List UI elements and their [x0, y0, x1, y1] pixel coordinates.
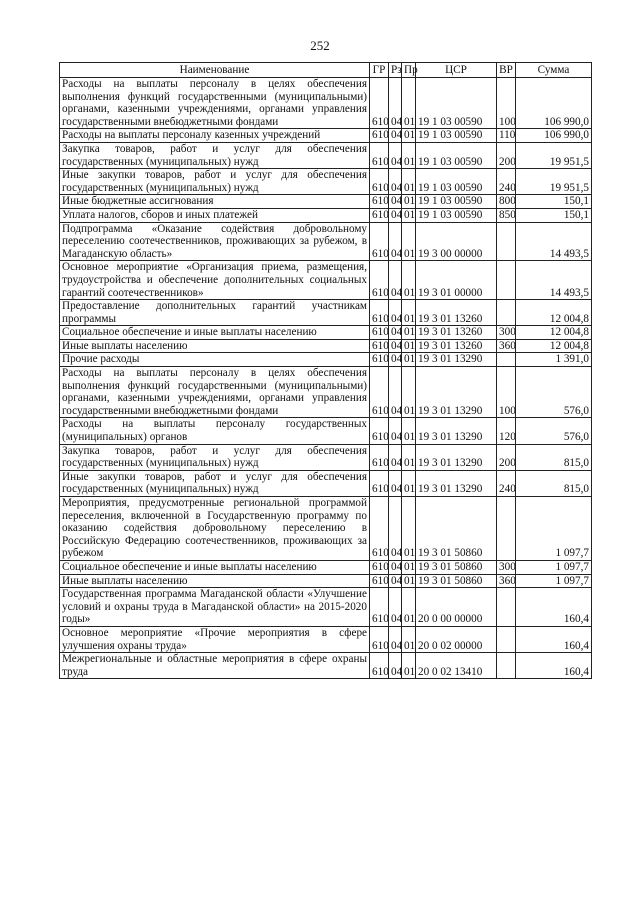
cell-csr: 20 0 02 13410 [416, 653, 497, 679]
cell-rz: 04 [389, 626, 402, 652]
table-row [60, 560, 592, 574]
cell-rz: 04 [389, 129, 402, 143]
cell-name: Мероприятия, предусмотренные региональной программой переселения, включенной в Государственную программу по оказанию содействия добровольному переселению в Российскую Федерацию соотечественников, проживающих за рубежом [60, 497, 370, 561]
cell-sum: 150,1 [516, 195, 592, 209]
cell-csr: 19 3 01 13260 [416, 300, 497, 326]
cell-gr: 610 [370, 300, 389, 326]
cell-pr: 01 [402, 142, 416, 168]
cell-csr: 19 3 01 13260 [416, 339, 497, 353]
header-csr: ЦСР [416, 63, 497, 78]
cell-sum: 1 097,7 [516, 497, 592, 561]
cell-name: Закупка товаров, работ и услуг для обеспечения государственных (муниципальных) нужд [60, 142, 370, 168]
cell-gr: 610 [370, 588, 389, 627]
cell-name: Уплата налогов, сборов и иных платежей [60, 208, 370, 222]
table-row [60, 653, 592, 679]
cell-vr: 200 [497, 142, 516, 168]
cell-pr: 01 [402, 195, 416, 209]
cell-pr: 01 [402, 367, 416, 418]
cell-sum: 14 493,5 [516, 261, 592, 300]
cell-name: Иные бюджетные ассигнования [60, 195, 370, 209]
cell-csr: 19 1 03 00590 [416, 195, 497, 209]
cell-sum: 19 951,5 [516, 142, 592, 168]
table-row [60, 626, 592, 652]
cell-vr: 360 [497, 339, 516, 353]
cell-pr: 01 [402, 222, 416, 261]
cell-name: Основное мероприятие «Организация приема, размещения, трудоустройства и обеспечение дополнительных социальных гарантий соотечественников» [60, 261, 370, 300]
cell-pr: 01 [402, 626, 416, 652]
cell-pr: 01 [402, 574, 416, 588]
cell-gr: 610 [370, 497, 389, 561]
cell-sum: 1 391,0 [516, 353, 592, 367]
cell-rz: 04 [389, 367, 402, 418]
cell-rz: 04 [389, 339, 402, 353]
cell-gr: 610 [370, 195, 389, 209]
cell-name: Закупка товаров, работ и услуг для обеспечения государственных (муниципальных) нужд [60, 444, 370, 470]
table-row [60, 169, 592, 195]
cell-gr: 610 [370, 470, 389, 496]
table-row [60, 470, 592, 496]
cell-name: Межрегиональные и областные мероприятия в сфере охраны труда [60, 653, 370, 679]
cell-sum: 106 990,0 [516, 129, 592, 143]
cell-name: Прочие расходы [60, 353, 370, 367]
budget-table [59, 62, 592, 679]
cell-sum: 12 004,8 [516, 339, 592, 353]
cell-csr: 19 3 01 13290 [416, 418, 497, 444]
cell-pr: 01 [402, 339, 416, 353]
cell-gr: 610 [370, 169, 389, 195]
cell-sum: 150,1 [516, 208, 592, 222]
cell-pr: 01 [402, 169, 416, 195]
cell-vr [497, 261, 516, 300]
cell-rz: 04 [389, 142, 402, 168]
cell-gr: 610 [370, 418, 389, 444]
cell-pr: 01 [402, 470, 416, 496]
cell-rz: 04 [389, 326, 402, 340]
cell-vr: 360 [497, 574, 516, 588]
cell-name: Социальное обеспечение и иные выплаты населению [60, 560, 370, 574]
cell-name: Расходы на выплаты персоналу казенных учреждений [60, 129, 370, 143]
header-gr: ГР [370, 63, 389, 78]
cell-gr: 610 [370, 142, 389, 168]
cell-csr: 19 1 03 00590 [416, 129, 497, 143]
header-sum: Сумма [516, 63, 592, 78]
cell-vr: 110 [497, 129, 516, 143]
cell-rz: 04 [389, 653, 402, 679]
cell-rz: 04 [389, 208, 402, 222]
table-row [60, 195, 592, 209]
table-row [60, 129, 592, 143]
cell-pr: 01 [402, 129, 416, 143]
cell-gr: 610 [370, 208, 389, 222]
cell-name: Подпрограмма «Оказание содействия добровольному переселению соотечественников, проживающих за рубежом, в Магаданскую область» [60, 222, 370, 261]
cell-sum: 14 493,5 [516, 222, 592, 261]
cell-sum: 19 951,5 [516, 169, 592, 195]
cell-csr: 19 1 03 00590 [416, 78, 497, 129]
cell-csr: 19 3 01 50860 [416, 574, 497, 588]
cell-csr: 19 1 03 00590 [416, 169, 497, 195]
cell-name: Иные выплаты населению [60, 339, 370, 353]
table-row [60, 222, 592, 261]
cell-gr: 610 [370, 367, 389, 418]
cell-pr: 01 [402, 261, 416, 300]
cell-rz: 04 [389, 195, 402, 209]
cell-csr: 20 0 02 00000 [416, 626, 497, 652]
cell-vr [497, 353, 516, 367]
cell-csr: 19 3 01 00000 [416, 261, 497, 300]
cell-csr: 19 3 01 13290 [416, 470, 497, 496]
cell-rz: 04 [389, 418, 402, 444]
cell-sum: 815,0 [516, 444, 592, 470]
table-row [60, 326, 592, 340]
cell-name: Иные закупки товаров, работ и услуг для обеспечения государственных (муниципальных) нужд [60, 470, 370, 496]
table-row [60, 497, 592, 561]
cell-vr: 800 [497, 195, 516, 209]
header-rz: Рз [389, 63, 402, 78]
table-row [60, 339, 592, 353]
cell-vr [497, 300, 516, 326]
cell-rz: 04 [389, 470, 402, 496]
cell-pr: 01 [402, 326, 416, 340]
table-row [60, 78, 592, 129]
page-number: 252 [310, 38, 330, 53]
cell-vr: 850 [497, 208, 516, 222]
cell-rz: 04 [389, 497, 402, 561]
cell-vr: 240 [497, 470, 516, 496]
cell-name: Расходы на выплаты персоналу в целях обеспечения выполнения функций государственными (муниципальными) органами, казенными учреждениями, органами управления государственными внебюджетными фондами [60, 367, 370, 418]
cell-vr [497, 222, 516, 261]
cell-name: Социальное обеспечение и иные выплаты населению [60, 326, 370, 340]
table-row [60, 261, 592, 300]
table-row [60, 367, 592, 418]
table-row [60, 418, 592, 444]
cell-gr: 610 [370, 326, 389, 340]
cell-rz: 04 [389, 222, 402, 261]
cell-pr: 01 [402, 588, 416, 627]
cell-vr [497, 653, 516, 679]
cell-vr [497, 497, 516, 561]
cell-rz: 04 [389, 588, 402, 627]
cell-name: Иные выплаты населению [60, 574, 370, 588]
table-row [60, 353, 592, 367]
cell-name: Государственная программа Магаданской области «Улучшение условий и охраны труда в Магаданской области» на 2015-2020 годы» [60, 588, 370, 627]
cell-pr: 01 [402, 418, 416, 444]
cell-vr [497, 588, 516, 627]
cell-sum: 160,4 [516, 653, 592, 679]
cell-csr: 19 3 01 13290 [416, 367, 497, 418]
cell-rz: 04 [389, 444, 402, 470]
cell-sum: 12 004,8 [516, 300, 592, 326]
cell-vr [497, 626, 516, 652]
cell-vr: 300 [497, 326, 516, 340]
cell-name: Иные закупки товаров, работ и услуг для обеспечения государственных (муниципальных) нужд [60, 169, 370, 195]
cell-vr: 120 [497, 418, 516, 444]
header-vr: ВР [497, 63, 516, 78]
cell-csr: 19 3 01 13260 [416, 326, 497, 340]
cell-gr: 610 [370, 129, 389, 143]
table-row [60, 444, 592, 470]
cell-rz: 04 [389, 78, 402, 129]
cell-csr: 19 3 01 13290 [416, 444, 497, 470]
table-row [60, 300, 592, 326]
table-row [60, 574, 592, 588]
cell-gr: 610 [370, 222, 389, 261]
cell-csr: 19 3 01 50860 [416, 560, 497, 574]
cell-sum: 1 097,7 [516, 574, 592, 588]
cell-gr: 610 [370, 353, 389, 367]
cell-rz: 04 [389, 353, 402, 367]
cell-rz: 04 [389, 300, 402, 326]
cell-vr: 240 [497, 169, 516, 195]
cell-gr: 610 [370, 261, 389, 300]
cell-vr: 200 [497, 444, 516, 470]
cell-pr: 01 [402, 208, 416, 222]
cell-vr: 100 [497, 78, 516, 129]
cell-rz: 04 [389, 574, 402, 588]
cell-name: Предоставление дополнительных гарантий участникам программы [60, 300, 370, 326]
table-body [60, 78, 592, 679]
cell-vr: 100 [497, 367, 516, 418]
cell-vr: 300 [497, 560, 516, 574]
header-name: Наименование [60, 63, 370, 78]
cell-name: Основное мероприятие «Прочие мероприятия в сфере улучшения охраны труда» [60, 626, 370, 652]
cell-gr: 610 [370, 444, 389, 470]
cell-csr: 19 3 00 00000 [416, 222, 497, 261]
cell-pr: 01 [402, 353, 416, 367]
cell-rz: 04 [389, 560, 402, 574]
cell-sum: 12 004,8 [516, 326, 592, 340]
cell-pr: 01 [402, 300, 416, 326]
cell-gr: 610 [370, 574, 389, 588]
cell-rz: 04 [389, 261, 402, 300]
table-row [60, 208, 592, 222]
cell-sum: 576,0 [516, 418, 592, 444]
table-row [60, 142, 592, 168]
cell-name: Расходы на выплаты персоналу в целях обеспечения выполнения функций государственными (муниципальными) органами, казенными учреждениями, органами управления государственными внебюджетными фондами [60, 78, 370, 129]
cell-sum: 160,4 [516, 588, 592, 627]
table-header-row [60, 63, 592, 78]
cell-sum: 576,0 [516, 367, 592, 418]
cell-sum: 815,0 [516, 470, 592, 496]
cell-sum: 1 097,7 [516, 560, 592, 574]
cell-gr: 610 [370, 653, 389, 679]
cell-pr: 01 [402, 653, 416, 679]
cell-name: Расходы на выплаты персоналу государственных (муниципальных) органов [60, 418, 370, 444]
cell-csr: 19 3 01 13290 [416, 353, 497, 367]
cell-pr: 01 [402, 444, 416, 470]
cell-sum: 106 990,0 [516, 78, 592, 129]
cell-csr: 20 0 00 00000 [416, 588, 497, 627]
cell-pr: 01 [402, 560, 416, 574]
cell-rz: 04 [389, 169, 402, 195]
table-row [60, 588, 592, 627]
cell-gr: 610 [370, 339, 389, 353]
cell-csr: 19 1 03 00590 [416, 142, 497, 168]
cell-csr: 19 1 03 00590 [416, 208, 497, 222]
cell-gr: 610 [370, 626, 389, 652]
cell-gr: 610 [370, 560, 389, 574]
header-pr: Пр [402, 63, 416, 78]
cell-gr: 610 [370, 78, 389, 129]
cell-sum: 160,4 [516, 626, 592, 652]
cell-pr: 01 [402, 78, 416, 129]
cell-csr: 19 3 01 50860 [416, 497, 497, 561]
cell-pr: 01 [402, 497, 416, 561]
